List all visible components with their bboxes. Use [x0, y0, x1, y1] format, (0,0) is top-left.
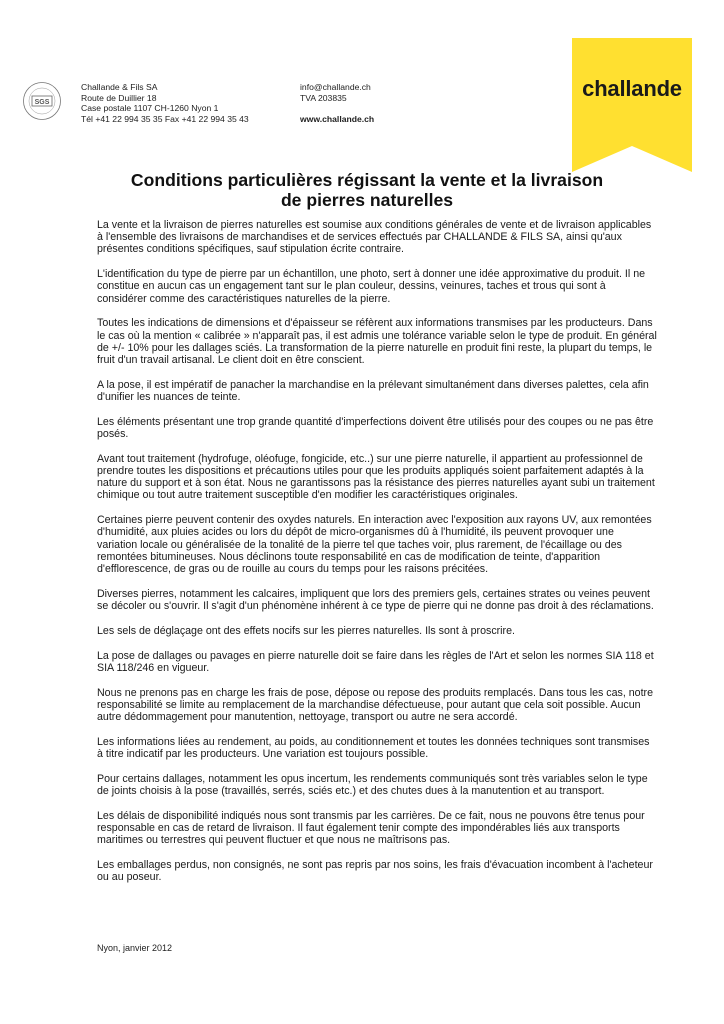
- company-address: [81, 82, 249, 124]
- brand-banner: [572, 38, 692, 172]
- paragraph: Pour certains dallages, notamment les opus incertum, les rendements communiqués sont très variables selon le type de joints choisis à la pose (travaillés, serrés, sciés etc.) et des chutes dues à la manutention et au transport.: [97, 772, 648, 798]
- brand-logo: challande: [582, 76, 682, 101]
- paragraph: Nous ne prenons pas en charge les frais de pose, dépose ou repose des produits remplacés. Dans tous les cas, notre responsabilité se limite au remplacement de la marchandise défectueuse, pour autant que cela soit possible. Aucun autre dédommagement pour manutention, nettoyage, transport ou autre ne sera accordé.: [97, 686, 654, 724]
- title-line-2: de pierres naturelles: [280, 190, 454, 210]
- paragraph: A la pose, il est impératif de panacher la marchandise en la prélevant simultanément dans diverses palettes, cela afin d'unifier les nuances de teinte.: [97, 378, 649, 404]
- paragraph: Toutes les indications de dimensions et d'épaisseur se réfèrent aux informations transmises par les producteurs. Dans le cas où la mention « calibrée » n'apparaît pas, il est admis une tolérance variable selon le type de produit. En général de +/- 10% pour les dallages sciés. La transformation de la pierre naturelle en produit fini reste, la plupart du temps, le fruit d'un travail artisanal. Le client doit en être conscient.: [97, 317, 657, 367]
- postal-box: Case postale 1107 CH-1260 Nyon 1: [81, 103, 219, 114]
- paragraph: Les emballages perdus, non consignés, ne sont pas repris par nos soins, les frais d'évacuation incombent à l'acheteur ou au poseur.: [97, 859, 653, 884]
- paragraph: Certaines pierre peuvent contenir des oxydes naturels. En interaction avec l'exposition aux rayons UV, aux remontées d'humidité, aux pluies acides ou lors du dépôt de micro-organismes dû à l'humidité, ils peuvent provoquer une variation locale ou généralisée de la tonalité de la pierre tel que taches voir, plus rarement, de l'écaillage ou des remontées bitumineuses. Nous déclinons toute responsabilité en cas de modification de teinte, d'apparition d'efflorescence, de gras ou de rouille au cours du temps pour les raisons précitées.: [97, 514, 652, 576]
- paragraph: La vente et la livraison de pierres naturelles est soumise aux conditions générales de vente et de livraison applicables à l'ensemble des livraisons de marchandises et de services effectués par CHALLANDE & FILS SA, ainsi qu'aux présentes conditions spécifiques, sauf stipulation écrite contraire.: [97, 219, 652, 256]
- paragraph: Les délais de disponibilité indiqués nous sont transmis par les carrières. De ce fait, nous ne pouvons être tenus pour responsable en cas de retard de livraison. Il faut également tenir compte des impondérables liés aux transports maritimes ou terrestres qui peuvent fluctuer et que nous ne maîtrisons pas.: [97, 809, 645, 847]
- company-contact: [300, 82, 374, 124]
- svg-text:SGS: SGS: [34, 99, 50, 106]
- document-title: [80, 170, 654, 210]
- company-name: Challande & Fils SA: [81, 82, 158, 92]
- footer-date: Nyon, janvier 2012: [97, 943, 173, 953]
- paragraph: Diverses pierres, notamment les calcaires, impliquent que lors des premiers gels, certaines strates ou veines peuvent se décoler ou s'ouvrir. Il s'agit d'un phénomène inhérent à ce type de pierre qui ne donne pas droit à des réclamations.: [97, 587, 654, 613]
- paragraph: L'identification du type de pierre par un échantillon, une photo, sert à donner une idée approximative du produit. Il ne constitue en aucun cas un engagement tant sur le plan couleur, dessins, veinures, taches et trous qui sont à considérer comme des caractéristiques naturelles de la pierre.: [97, 268, 646, 305]
- paragraph: Les sels de déglaçage ont des effets nocifs sur les pierres naturelles. Ils sont à proscrire.: [97, 624, 515, 637]
- vat-number: TVA 203835: [300, 92, 347, 103]
- paragraph: Les informations liées au rendement, au poids, au conditionnement et toutes les données techniques sont transmises à titre indicatif par les producteurs. Une variation est toujours possible.: [97, 735, 650, 761]
- email-link[interactable]: info@challande.ch: [300, 82, 371, 92]
- website-link[interactable]: www.challande.ch: [300, 113, 375, 124]
- street-address: Route de Duillier 18: [81, 92, 157, 103]
- conditions-body: [97, 219, 657, 896]
- paragraph: La pose de dallages ou pavages en pierre naturelle doit se faire dans les règles de l'Art et selon les normes SIA 118 et SIA 118/246 en vigueur.: [97, 649, 654, 674]
- sgs-certification-seal: [22, 81, 62, 121]
- phone-fax: Tél +41 22 994 35 35 Fax +41 22 994 35 43: [81, 113, 249, 124]
- paragraph: Les éléments présentant une trop grande quantité d'imperfections doivent être utilisés pour des coupes ou ne pas être posés.: [97, 415, 654, 441]
- paragraph: Avant tout traitement (hydrofuge, oléofuge, fongicide, etc..) sur une pierre naturelle, il appartient au professionnel de prendre toutes les dispositions et précautions utiles pour que les produits appliqués soient parfaitement adaptés à la nature du support et à son état. Nous ne garantissons pas la résistance des pierres naturelles ayant subi un traitement chimique ou tout autre traitement susceptible d'en modifier les caractéristiques originales.: [97, 452, 655, 502]
- title-line-1: Conditions particulières régissant la vente et la livraison: [130, 170, 604, 190]
